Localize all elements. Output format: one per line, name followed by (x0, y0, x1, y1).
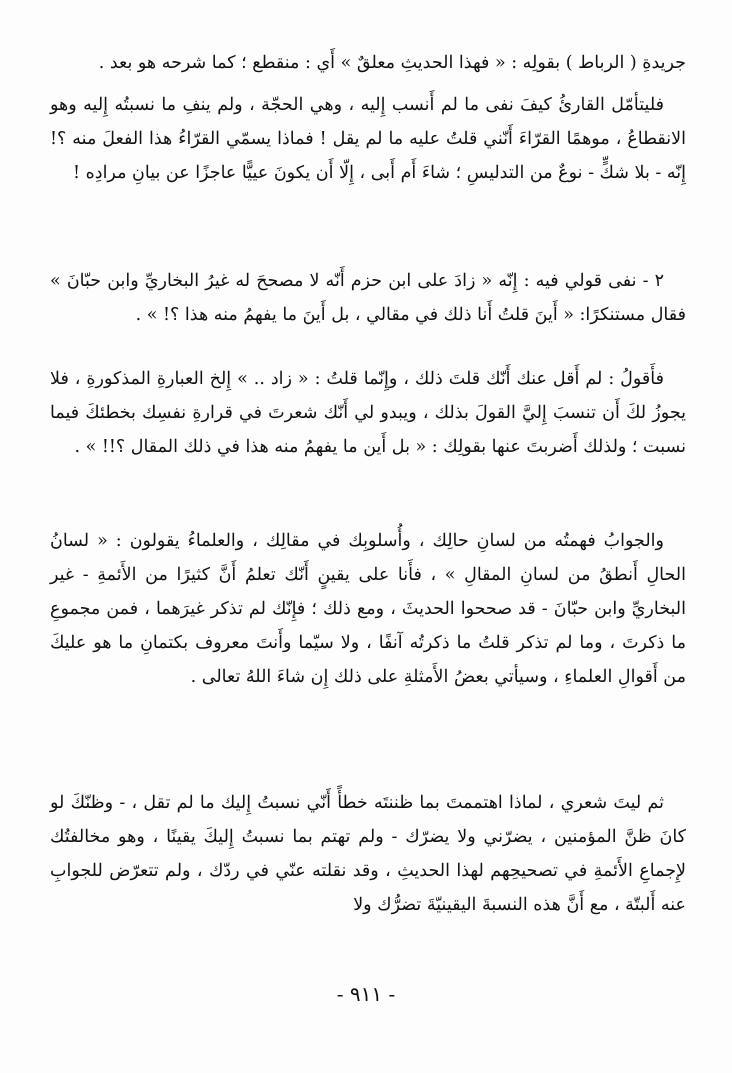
paragraph-continued (50, 46, 686, 80)
paragraph-4 (50, 524, 686, 694)
paragraph-1 (50, 88, 686, 190)
paragraph-text: جريدةِ ( الرباط ) بقولِه : « فهذا الحديثِ معلقٌ » أَي : منقطع ؛ كما شرحه هو بعد . (98, 53, 686, 73)
paragraph-5 (50, 786, 686, 922)
paragraph-text: ٢ - نفى قولي فيه : إِنّه « زادَ على ابن حزم أَنّه لا مصححَ له غيرُ البخاريِّ وابن حبّانَ » فقال مستنكرًا: « أَينَ قلتُ أَنا ذلك في مقالي ، بل أَينَ ما يفهمُ منه هذا ؟! » . (50, 271, 686, 325)
paragraph-text: ثم ليتَ شعري ، لماذا اهتممتَ بما ظننتَه خطأً أَنّي نسبتُ إِليك ما لم تقل ، - وظنّكَ لو كانَ ظنَّ المؤمنين ، يضرّني ولا يضرّك - ولم تهتم بما نسبتُ إِليكَ يقينًا ، وهو مخالفتُك لإِجماعِ الأَئمةِ في تصحيحِهم لهذا الحديثِ ، وقد نقلته عنّي في ردّك ، ولم تتعرّض للجوابِ عنه أَلبتّة ، مع أَنَّ هذه النسبةَ اليقينيّةَ تضرُّك ولا (50, 793, 686, 915)
paragraph-text: فأَقولُ : لم أَقل عنك أَنّك قلتَ ذلك ، وإِنّما قلتُ : « زاد .. » إِلخ العبارةِ المذكورةِ ، فلا يجوزُ لكَ أَن تنسبَ إِليَّ القولَ بذلك ، ويبدو لي أَنّك شعرتَ في قرارةِ نفسِك بخطئكَ فيما نسبت ؛ ولذلك أَضربتَ عنها بقولِك : « بل أَين ما يفهمُ منه هذا في ذلك المقال ؟!! » . (50, 369, 686, 457)
paragraph-3 (50, 362, 686, 464)
paragraph-text: والجوابُ فهمتُه من لسانِ حالِك ، وأُسلوبِك في مقالِك ، والعلماءُ يقولون : « لسانُ الحالِ أَنطقُ من لسانِ المقالِ » ، فأَنا على يقينٍ أَنّك تعلمُ أَنَّ كثيرًا من الأَئمةِ - غير البخاريِّ وابن حبّانَ - قد صححوا الحديثَ ، ومع ذلك ؛ فإِنّك لم تذكر غيرَهما ، فمن مجموعِ ما ذكرتَ ، وما لم تذكر قلتُ ما ذكرتُه آنفًا ، ولا سيّما وأَنتَ معروف بكتمانِ ما هو عليكَ من أَقوالِ العلماءِ ، وسيأتي بعضُ الأَمثلةِ على ذلك إِن شاءَ اللهُ تعالى . (50, 531, 686, 687)
page-number: - ٩١١ - (336, 982, 396, 1006)
paragraph-2 (50, 264, 686, 332)
paragraph-text: فليتأمّل القارئُ كيفَ نفى ما لم أَنسب إِليه ، وهي الحجّة ، ولم ينفِ ما نسبتُه إِليه وهو الانقطاعُ ، موهمًا القرّاءَ أَنّني قلتُ عليه ما لم يقل ! فماذا يسمّي القرّاءُ هذا الفعلَ منه ؟! إِنّه - بلا شكٍّ - نوعٌ من التدليسِ ؛ شاءَ أَم أَبى ، إِلّا أَن يكونَ عييًّا عاجزًا عن بيانِ مرادِه ! (50, 95, 686, 183)
